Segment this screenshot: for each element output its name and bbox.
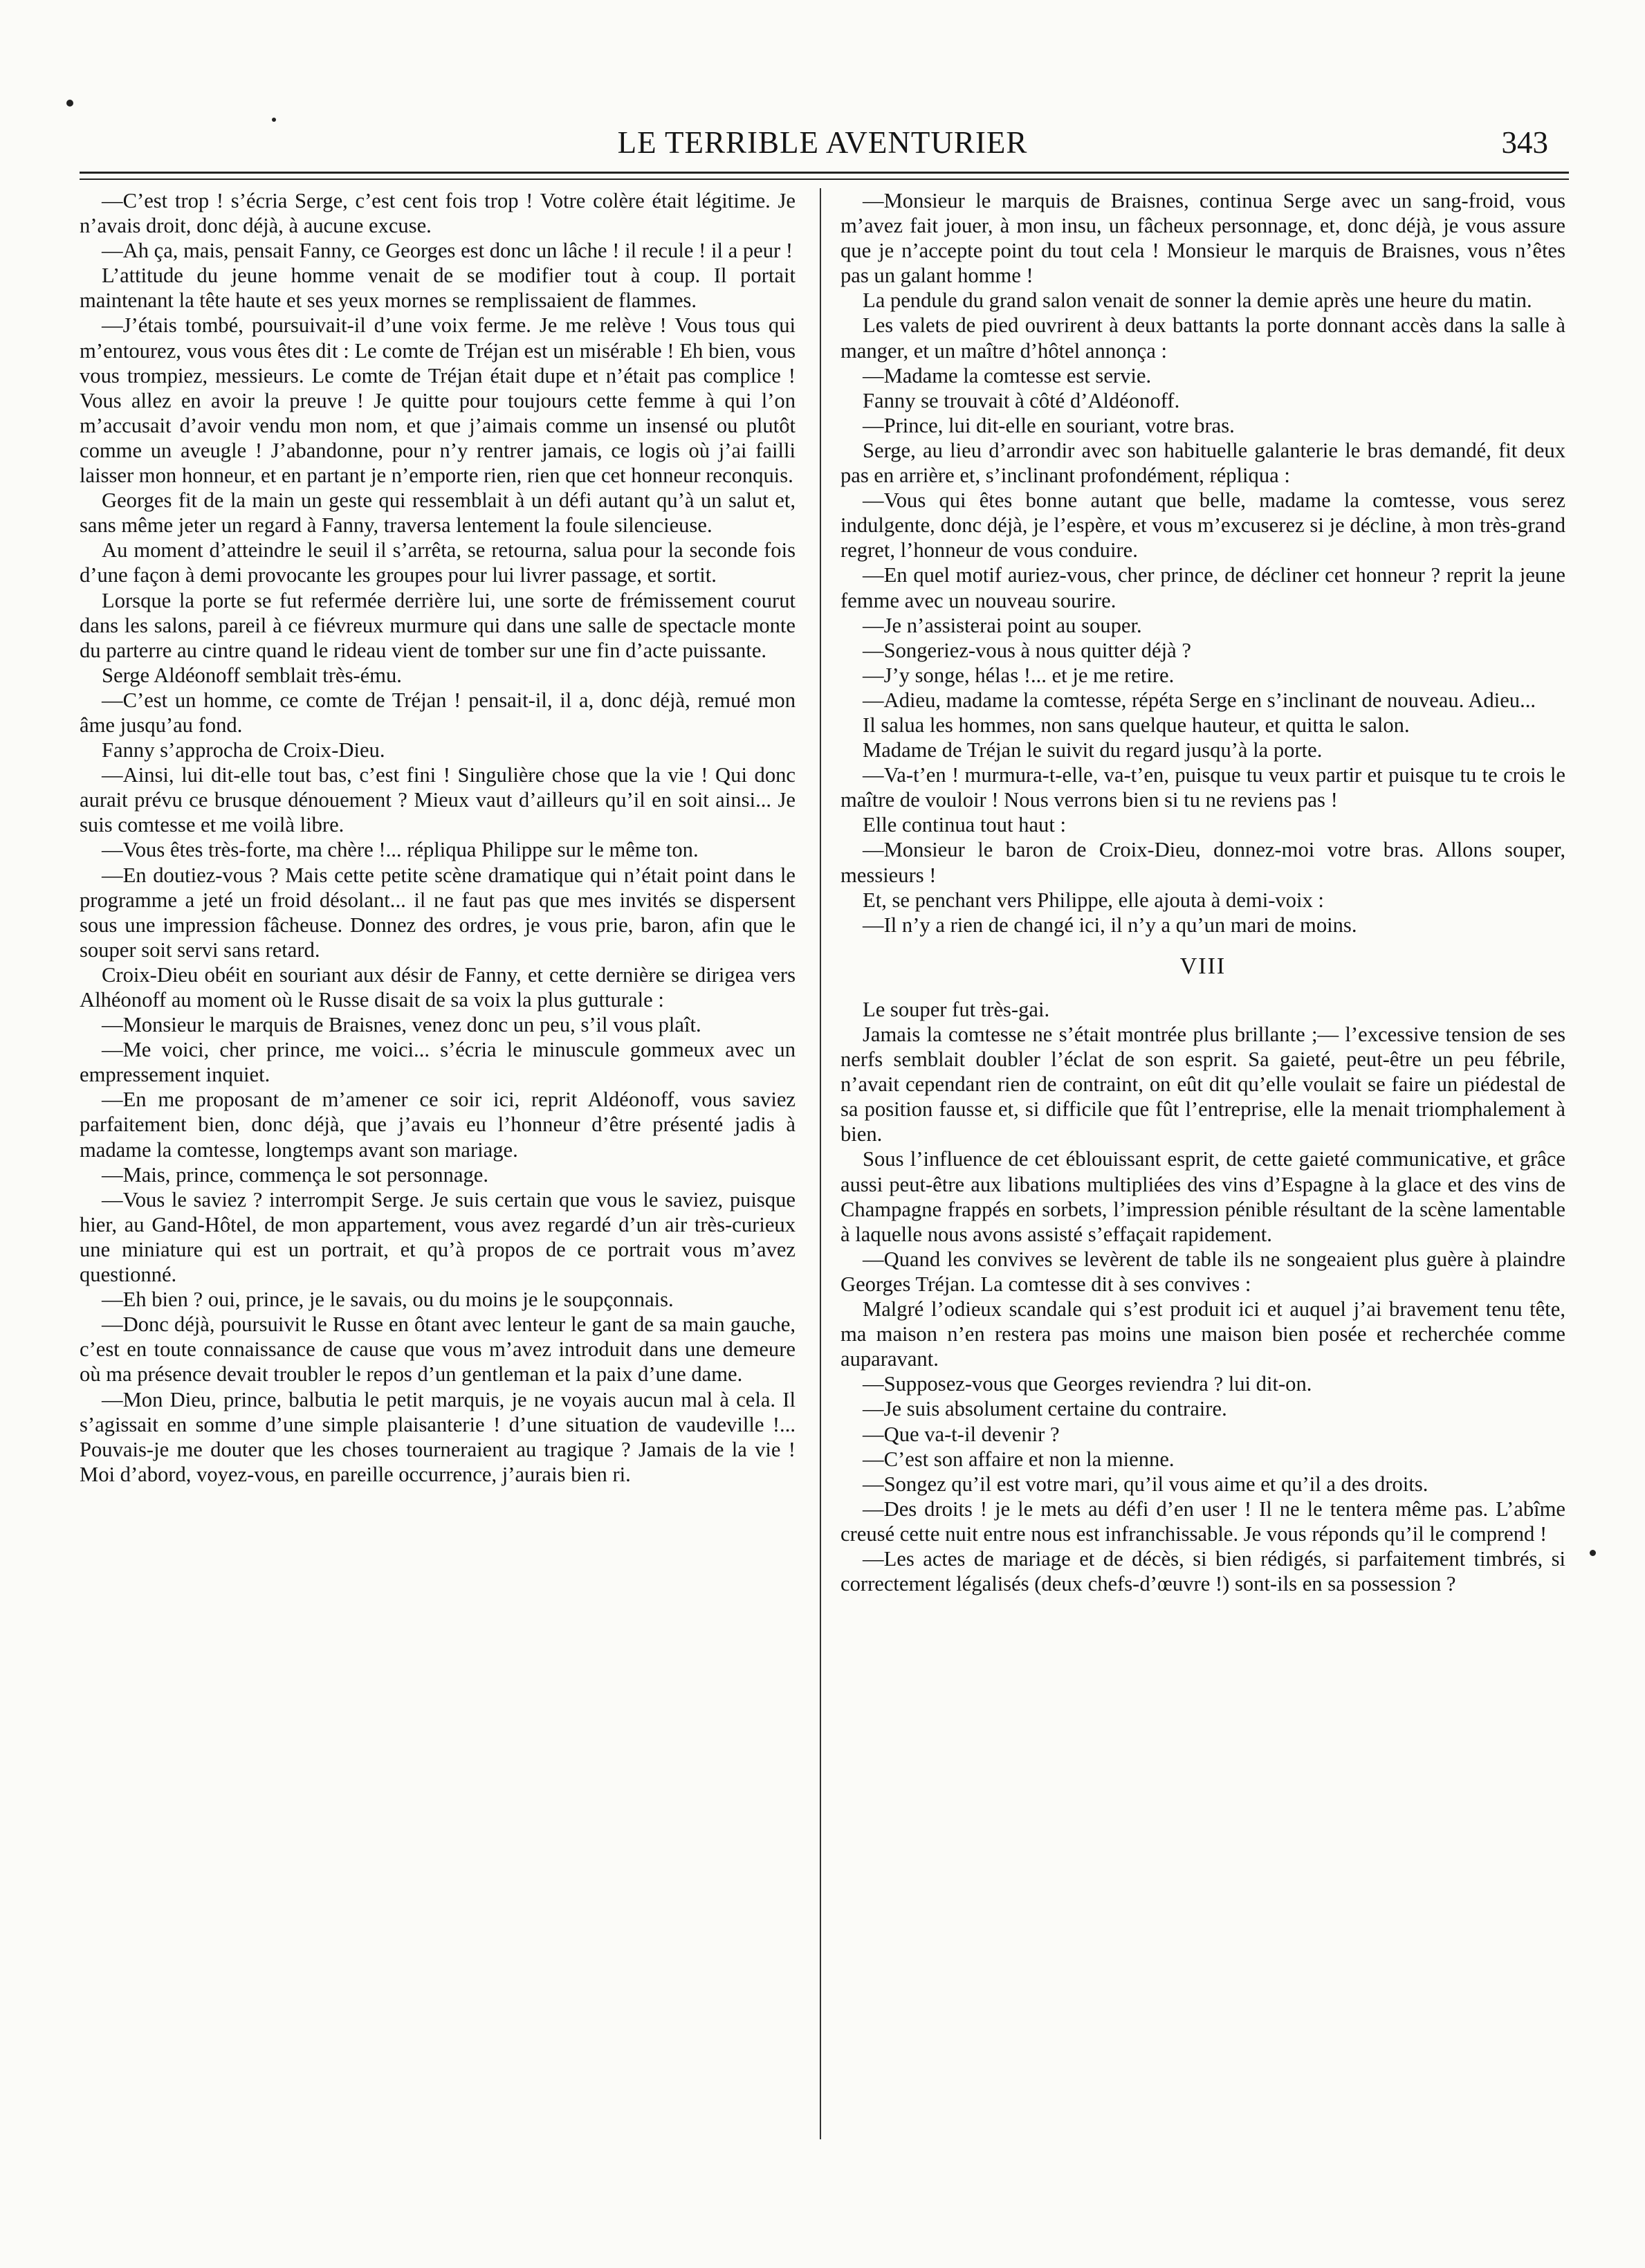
- paragraph: —En me proposant de m’amener ce soir ici, reprit Aldéonoff, vous saviez parfaitement bien, donc déjà, que j’avais eu l’honneur d’être présenté jadis à madame la comtesse, longtemps avant son mariage.: [80, 1088, 796, 1162]
- paragraph: —En quel motif auriez-vous, cher prince, de décliner cet honneur ? reprit la jeune femme avec un nouveau sourire.: [840, 563, 1565, 612]
- paragraph: —Va-t’en ! murmura-t-elle, va-t’en, puisque tu veux partir et puisque tu te crois le maître de vouloir ! Nous verrons bien si tu ne reviens pas !: [840, 763, 1565, 812]
- paragraph: —Je suis absolument certaine du contraire.: [863, 1397, 1227, 1421]
- paragraph: —C’est son affaire et non la mienne.: [863, 1447, 1175, 1471]
- paragraph: L’attitude du jeune homme venait de se modifier tout à coup. Il portait maintenant la tête haute et ses yeux mornes se remplissaient de flammes.: [80, 264, 796, 313]
- paragraph: —J’y songe, hélas !... et je me retire.: [863, 663, 1175, 687]
- header-rule-thin: [80, 179, 1569, 180]
- paragraph: —Mais, prince, commença le sot personnage.: [102, 1162, 489, 1187]
- paragraph: —Adieu, madame la comtesse, répéta Serge en s’inclinant de nouveau. Adieu...: [863, 688, 1536, 712]
- page-number: 343: [1501, 125, 1548, 160]
- paragraph: La pendule du grand salon venait de sonner la demie après une heure du matin.: [863, 289, 1532, 313]
- paragraph: —Des droits ! je le mets au défi d’en user ! Il ne le tentera même pas. L’abîme creusé cette nuit entre nous est infranchissable. Je vous réponds qu’il le comprend !: [840, 1497, 1565, 1546]
- paragraph: —Les actes de mariage et de décès, si bien rédigés, si parfaitement timbrés, si correctement légalisés (deux chefs-d’œuvre !) sont-ils en sa possession ?: [840, 1546, 1565, 1596]
- paragraph: Jamais la comtesse ne s’était montrée plus brillante ;— l’excessive tension de ses nerfs semblait doubler l’éclat de son esprit. Sa gaieté, peut-être un peu fébrile, n’avait cependant rien de contraint, on eût dit qu’elle voulait se faire un piédestal de sa position fausse et, si difficile que fût l’entreprise, elle la menait triomphalement à bien.: [840, 1023, 1565, 1146]
- paragraph: —J’étais tombé, poursuivait-il d’une voix ferme. Je me relève ! Vous tous qui m’entourez, vous vous êtes dit : Le comte de Tréjan est un misérable ! Eh bien, vous vous trompiez, messieurs. Le comte de Tréjan était dupe et n’était pas complice ! Vous allez en avoir la preuve ! Je quitte pour toujours cette femme à qui l’on m’accusait d’avoir vendu mon nom, et que j’aimais comme un insensé ou plutôt comme un aveugle ! J’abandonne, pour n’y rentrer jamais, ce logis où j’ai failli laisser mon honneur, et en partant je n’emporte rien, rien que cet honneur reconquis.: [80, 313, 796, 488]
- paragraph: —Songeriez-vous à nous quitter déjà ?: [863, 638, 1191, 662]
- paragraph: —Il n’y a rien de changé ici, il n’y a qu’un mari de moins.: [863, 913, 1357, 937]
- paragraph: —Songez qu’il est votre mari, qu’il vous aime et qu’il a des droits.: [863, 1472, 1428, 1496]
- ink-speck: [66, 100, 73, 107]
- page-header: [76, 125, 1569, 173]
- paragraph: —Eh bien ? oui, prince, je le savais, ou du moins je le soupçonnais.: [102, 1288, 674, 1312]
- section-heading: VIII: [1179, 953, 1226, 979]
- paragraph: —En doutiez-vous ? Mais cette petite scène dramatique qui n’était point dans le programme a jeté un froid désolant... il ne faut pas que mes invités se dispersent sous une impression fâcheuse. Donnez des ordres, je vous prie, baron, afin que le souper soit servi sans retard.: [80, 863, 796, 962]
- column-divider: [820, 188, 821, 2139]
- paragraph: —Prince, lui dit-elle en souriant, votre bras.: [863, 413, 1235, 437]
- paragraph: Le souper fut très-gai.: [863, 997, 1050, 1021]
- paragraph: —Vous êtes très-forte, ma chère !... répliqua Philippe sur le même ton.: [102, 838, 699, 862]
- right-column-part-1: [840, 188, 1565, 938]
- paragraph: Fanny s’approcha de Croix-Dieu.: [102, 738, 385, 762]
- paragraph: —Madame la comtesse est servie.: [863, 363, 1152, 387]
- paragraph: —C’est un homme, ce comte de Tréjan ! pensait-il, il a, donc déjà, remué mon âme jusqu’au fond.: [80, 688, 796, 737]
- paragraph: —Ah ça, mais, pensait Fanny, ce Georges est donc un lâche ! il recule ! il a peur !: [102, 239, 793, 263]
- paragraph: Croix-Dieu obéit en souriant aux désir de Fanny, et cette dernière se dirigea vers Alhéonoff au moment où le Russe disait de sa voix la plus gutturale :: [80, 962, 796, 1012]
- paragraph: Fanny se trouvait à côté d’Aldéonoff.: [863, 388, 1180, 412]
- paragraph: —Monsieur le baron de Croix-Dieu, donnez-moi votre bras. Allons souper, messieurs !: [840, 838, 1565, 887]
- paragraph: —Mon Dieu, prince, balbutia le petit marquis, je ne voyais aucun mal à cela. Il s’agissait en somme d’une simple plaisanterie ! d’une situation de vaudeville !... Pouvais-je me douter que les choses tourneraient au tragique ? Jamais de la vie ! Moi d’abord, voyez-vous, en pareille occurrence, j’aurais bien ri.: [80, 1387, 796, 1486]
- paragraph: Sous l’influence de cet éblouissant esprit, de cette gaieté communicative, et grâce aussi peut-être aux libations multipliées des vins d’Espagne à la glace et des vins de Champagne frappés en sorbets, l’impression pénible résultant de la scène lamentable à laquelle nous avons assisté s’effaçait rapidement.: [840, 1147, 1565, 1246]
- paragraph: —Vous qui êtes bonne autant que belle, madame la comtesse, vous serez indulgente, donc déjà, je l’espère, et vous m’excuserez si je décline, à mon très-grand regret, l’honneur de vous conduire.: [840, 488, 1565, 563]
- paragraph: —Je n’assisterai point au souper.: [863, 613, 1142, 637]
- paragraph: —Monsieur le marquis de Braisnes, venez donc un peu, s’il vous plaît.: [102, 1013, 701, 1037]
- ink-speck: [272, 118, 276, 122]
- paragraph: Il salua les hommes, non sans quelque hauteur, et quitta le salon.: [863, 713, 1410, 737]
- right-column-part-2: [840, 997, 1565, 1596]
- paragraph: —Ainsi, lui dit-elle tout bas, c’est fini ! Singulière chose que la vie ! Qui donc aurait prévu ce brusque dénouement ? Mieux vaut d’ailleurs qu’il en soit ainsi... Je suis comtesse et me voilà libre.: [80, 763, 796, 837]
- paragraph: Elle continua tout haut :: [863, 813, 1066, 837]
- paragraph: Malgré l’odieux scandale qui s’est produit ici et auquel j’ai bravement tenu tête, ma maison n’en restera pas moins une maison bien posée et recherchée comme auparavant.: [840, 1297, 1565, 1371]
- paragraph: Madame de Tréjan le suivit du regard jusqu’à la porte.: [863, 738, 1323, 762]
- paragraph: —Supposez-vous que Georges reviendra ? lui dit-on.: [863, 1372, 1312, 1396]
- paragraph: —C’est trop ! s’écria Serge, c’est cent fois trop ! Votre colère était légitime. Je n’avais droit, donc déjà, à aucune excuse.: [80, 189, 796, 238]
- paragraph: Lorsque la porte se fut refermée derrière lui, une sorte de frémissement courut dans les salons, pareil à ce fiévreux murmure qui dans une salle de spectacle monte du parterre au cintre quand le rideau vient de tomber sur une fin d’acte puissante.: [80, 588, 796, 662]
- right-column: [840, 188, 1565, 2146]
- paragraph: —Que va-t-il devenir ?: [863, 1422, 1060, 1446]
- running-title: LE TERRIBLE AVENTURIER: [617, 125, 1028, 160]
- header-rule: [80, 172, 1569, 174]
- paragraph: —Donc déjà, poursuivit le Russe en ôtant avec lenteur le gant de sa main gauche, c’est en toute connaissance de cause que vous m’avez introduit dans une demeure où ma présence devait troubler le repos d’un gentleman et la paix d’une dame.: [80, 1313, 796, 1387]
- paragraph: Au moment d’atteindre le seuil il s’arrêta, se retourna, salua pour la seconde fois d’une façon à demi provocante les groupes pour lui livrer passage, et sortit.: [80, 538, 796, 587]
- paragraph: —Me voici, cher prince, me voici... s’écria le minuscule gommeux avec un empressement inquiet.: [80, 1038, 796, 1087]
- paragraph: Serge Aldéonoff semblait très-ému.: [102, 663, 402, 687]
- paragraph: Georges fit de la main un geste qui ressemblait à un défi autant qu’à un salut et, sans même jeter un regard à Fanny, traversa lentement la foule silencieuse.: [80, 488, 796, 538]
- paragraph: —Quand les convives se levèrent de table ils ne songeaient plus guère à plaindre Georges Tréjan. La comtesse dit à ses convives :: [840, 1247, 1565, 1296]
- paragraph: Les valets de pied ouvrirent à deux battants la porte donnant accès dans la salle à manger, et un maître d’hôtel annonça :: [840, 313, 1565, 363]
- ink-speck: [1590, 1550, 1596, 1556]
- paragraph: Et, se penchant vers Philippe, elle ajouta à demi-voix :: [863, 888, 1324, 912]
- paragraph: —Monsieur le marquis de Braisnes, continua Serge avec un sang-froid, vous m’avez fait jouer, à mon insu, un fâcheux personnage, et, donc déjà, je vous assure que je n’accepte point du tout cela ! Monsieur le marquis de Braisnes, vous n’êtes pas un galant homme !: [840, 189, 1565, 288]
- paragraph: Serge, au lieu d’arrondir avec son habituelle galanterie le bras demandé, fit deux pas en arrière et, s’inclinant profondément, répliqua :: [840, 438, 1565, 488]
- paragraph: —Vous le saviez ? interrompit Serge. Je suis certain que vous le saviez, puisque hier, au Gand-Hôtel, de mon appartement, vous avez regardé d’un air très-curieux une miniature qui est un portrait, et qu’à propos de ce portrait vous m’avez questionné.: [80, 1187, 796, 1287]
- left-column: [80, 188, 796, 2146]
- text-columns: [80, 188, 1569, 2146]
